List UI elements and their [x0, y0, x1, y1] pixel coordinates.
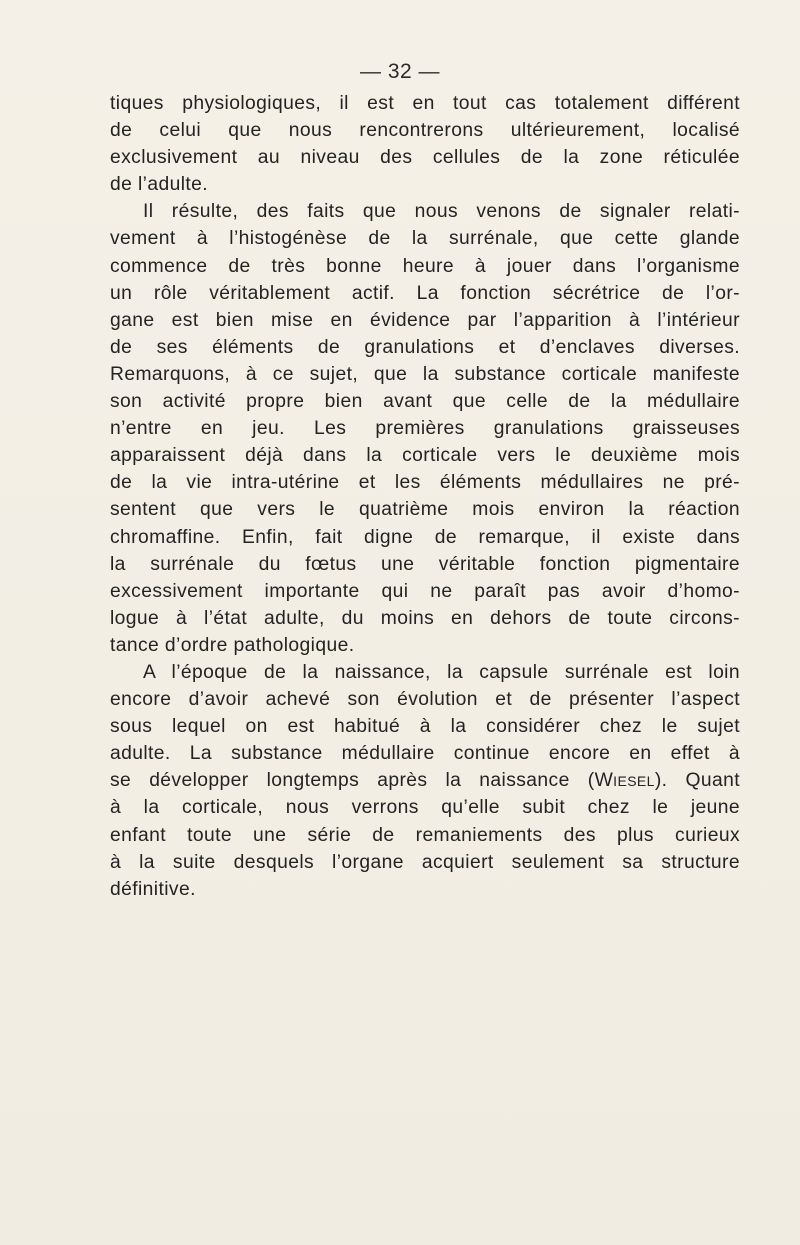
text-line: de l’adulte.: [110, 174, 209, 196]
text-line: à la suite desquels l’organe acquiert seulement sa structure: [110, 851, 740, 873]
text-line: la surrénale du fœtus une véritable fonction pigmentaire: [110, 553, 740, 575]
text-line: adulte. La substance médullaire continue encore en effet à: [110, 743, 740, 765]
text-line: n’entre en jeu. Les premières granulations graisseuses: [110, 418, 740, 440]
text-line: Il résulte, des faits que nous venons de signaler relati-: [143, 201, 740, 223]
text-line: exclusivement au niveau des cellules de la zone réticulée: [110, 147, 740, 169]
text-line: son activité propre bien avant que celle de la médullaire: [110, 391, 740, 413]
text-line: définitive.: [110, 878, 196, 900]
text-line: sentent que vers le quatrième mois environ la réaction: [110, 499, 740, 521]
body-text: [110, 90, 740, 903]
text-line: excessivement importante qui ne paraît pas avoir d’homo-: [110, 580, 740, 602]
text-line: à la corticale, nous verrons qu’elle subit chez le jeune: [110, 797, 740, 819]
text-line: chromaffine. Enfin, fait digne de remarque, il existe dans: [110, 526, 740, 548]
text-line: de celui que nous rencontrerons ultérieurement, localisé: [110, 120, 740, 142]
text-line: sous lequel on est habitué à la considérer chez le sujet: [110, 716, 740, 738]
text-segment: se développer longtemps après la naissance (: [110, 770, 595, 792]
text-line: Remarquons, à ce sujet, que la substance corticale manifeste: [110, 363, 740, 385]
author-citation: Wiesel: [594, 770, 655, 792]
text-line: enfant toute une série de remaniements des plus curieux: [110, 824, 740, 846]
text-line: gane est bien mise en évidence par l’apparition à l’intérieur: [110, 309, 740, 331]
text-line: logue à l’état adulte, du moins en dehors de toute circons-: [110, 607, 740, 629]
text-line: tance d’ordre pathologique.: [110, 634, 355, 656]
text-line: encore d’avoir achevé son évolution et de présenter l’aspect: [110, 689, 740, 711]
text-line: un rôle véritablement actif. La fonction sécrétrice de l’or-: [110, 282, 740, 304]
text-line: tiques physiologiques, il est en tout cas totalement différent: [110, 93, 740, 114]
text-line: de ses éléments de granulations et d’enclaves diverses.: [110, 336, 740, 358]
page-number: — 32 —: [359, 60, 441, 83]
text-line-with-citation: [110, 767, 740, 794]
text-line: commence de très bonne heure à jouer dans l’organisme: [110, 255, 740, 277]
text-line: vement à l’histogénèse de la surrénale, que cette glande: [110, 228, 740, 250]
text-line: de la vie intra-utérine et les éléments médullaires ne pré-: [110, 472, 740, 494]
text-line: A l’époque de la naissance, la capsule surrénale est loin: [143, 661, 740, 683]
text-segment: ). Quant: [654, 770, 740, 792]
text-line: apparaissent déjà dans la corticale vers le deuxième mois: [110, 445, 740, 467]
